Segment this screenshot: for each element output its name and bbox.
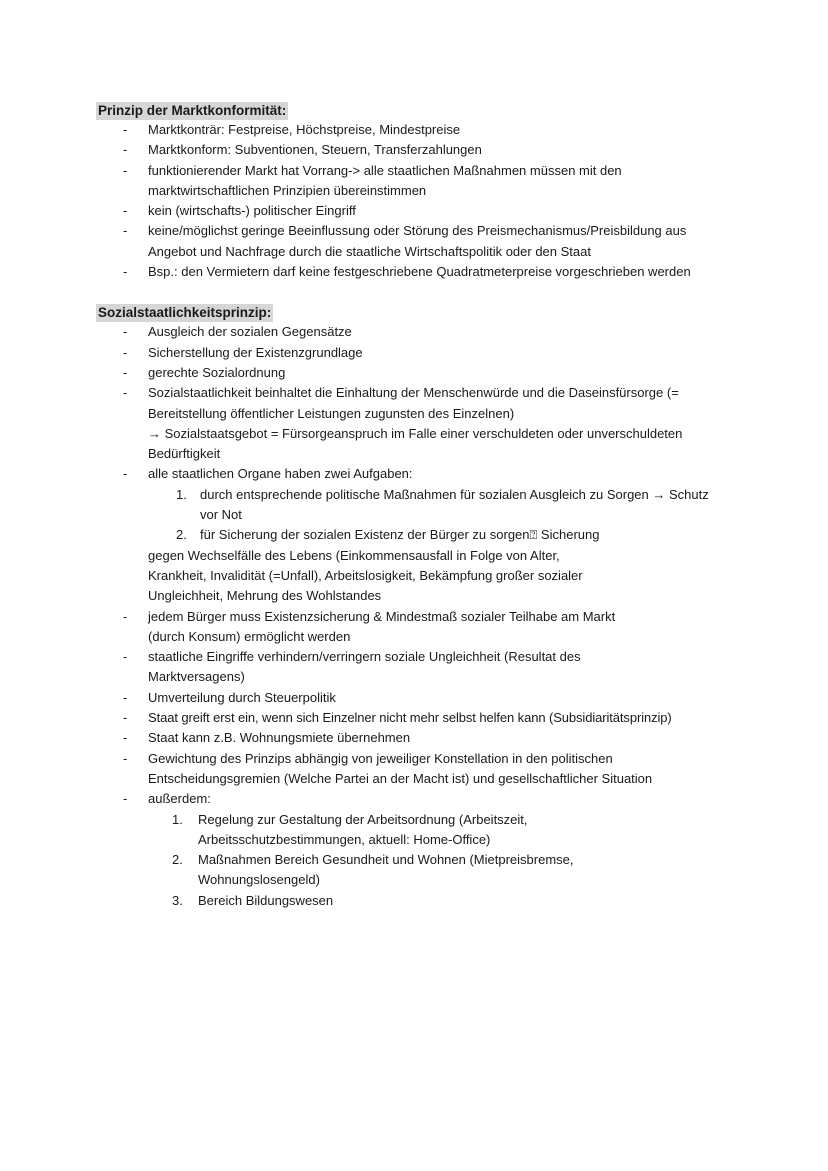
document-page [98,102,738,933]
list-item: - Ausgleich der sozialen Gegensätze [98,322,738,342]
section-marktkonformitaet [98,102,738,282]
list-item: - Marktkonträr: Festpreise, Höchstpreise, Mindestpreise [98,120,738,140]
bullet-list [98,322,738,911]
bullet-dash: - [123,649,128,665]
list-item: - Sicherstellung der Existenzgrundlage [98,343,738,363]
list-item: - außerdem: [98,789,738,809]
bullet-dash: - [123,750,128,766]
bullet-dash: - [123,385,128,401]
list-item: - Gewichtung des Prinzips abhängig von jeweiliger Konstellation in den politischen Entscheidungsgremien (Welche Partei an der Macht ist) und gesellschaftlicher Situation [123,750,653,786]
list-item: - Staat kann z.B. Wohnungsmiete übernehmen [98,728,738,748]
list-item: - Bsp.: den Vermietern darf keine festgeschriebene Quadratmeterpreise vorgeschrieben werden [98,262,738,282]
numbered-item: 2. Maßnahmen Bereich Gesundheit und Wohnen (Mietpreisbremse, Wohnungslosengeld) [172,852,574,888]
bullet-dash: - [123,223,128,239]
bullet-dash: - [123,344,128,360]
bullet-dash: - [123,122,128,137]
bullet-dash: - [123,466,128,482]
arrow-note: → Sozialstaatsgebot = Fürsorgeanspruch im Falle einer verschuldeten oder unverschuldeten Bedürftigkeit [148,425,683,462]
list-item: - Umverteilung durch Steuerpolitik [98,688,738,708]
list-item: - keine/möglichst geringe Beeinflussung oder Störung des Preismechanismus/Preisbildung aus Angebot und Nachfrage durch die staatliche Wirtschaftspolitik oder den Staat [123,223,687,259]
numbered-item: 1. Regelung zur Gestaltung der Arbeitsordnung (Arbeitszeit, Arbeitsschutzbestimmungen, aktuell: Home-Office) [172,811,528,847]
bullet-dash: - [123,142,128,158]
list-item: - funktionierender Markt hat Vorrang-> alle staatlichen Maßnahmen müssen mit den marktwirtschaftlichen Prinzipien übereinstimmen [123,162,622,198]
list-item: - Marktkonform: Subventionen, Steuern, Transferzahlungen [98,140,738,160]
section-heading: Prinzip der Marktkonformität: [98,103,287,118]
list-item: - alle staatlichen Organe haben zwei Aufgaben: [98,464,738,484]
list-item: - gerechte Sozialordnung [98,363,738,383]
bullet-dash: - [123,710,128,726]
continuation-text: gegen Wechselfälle des Lebens (Einkommensausfall in Folge von Alter, Krankheit, Invalidität (=Unfall), Arbeitslosigkeit, Bekämpfung großer sozialer Ungleichheit, Mehrung des Wohlstandes [148,547,583,604]
bullet-dash: - [123,324,128,340]
list-item: - jedem Bürger muss Existenzsicherung & Mindestmaß sozialer Teilhabe am Markt (durch Konsum) ermöglicht werden [123,608,616,644]
numbered-item: 2. für Sicherung der sozialen Existenz der Bürger zu sorgen⍰ Sicherung [176,527,600,543]
bullet-dash: - [123,364,128,380]
bullet-dash: - [123,203,128,219]
bullet-dash: - [123,791,128,807]
bullet-list [98,120,738,282]
list-item: - Sozialstaatlichkeit beinhaltet die Einhaltung der Menschenwürde und die Daseinsfürsorge (= Bereitstellung öffentlicher Leistungen zugunsten des Einzelnen) → Sozialstaatsgebot = Fürsorgeanspruch im Falle einer verschuldeten oder unverschuldeten Bedürftigkeit [98,383,738,464]
bullet-dash: - [123,264,128,280]
section-sozialstaatlichkeit [98,304,738,911]
numbered-item: 1. durch entsprechende politische Maßnahmen für sozialen Ausgleich zu Sorgen → Schutz vor Not [176,486,709,523]
section-heading: Sozialstaatlichkeitsprinzip: [98,305,272,321]
bullet-dash: - [123,608,128,624]
list-item: - kein (wirtschafts-) politischer Eingriff [98,201,738,221]
bullet-dash: - [123,689,128,705]
list-item: - Staat greift erst ein, wenn sich Einzelner nicht mehr selbst helfen kann (Subsidiaritätsprinzip) [98,708,738,728]
numbered-item: 3. Bereich Bildungswesen [172,892,334,908]
list-item: - staatliche Eingriffe verhindern/verringern soziale Ungleichheit (Resultat des Marktversagens) [123,649,581,685]
bullet-dash: - [123,162,128,178]
bullet-dash: - [123,730,128,746]
